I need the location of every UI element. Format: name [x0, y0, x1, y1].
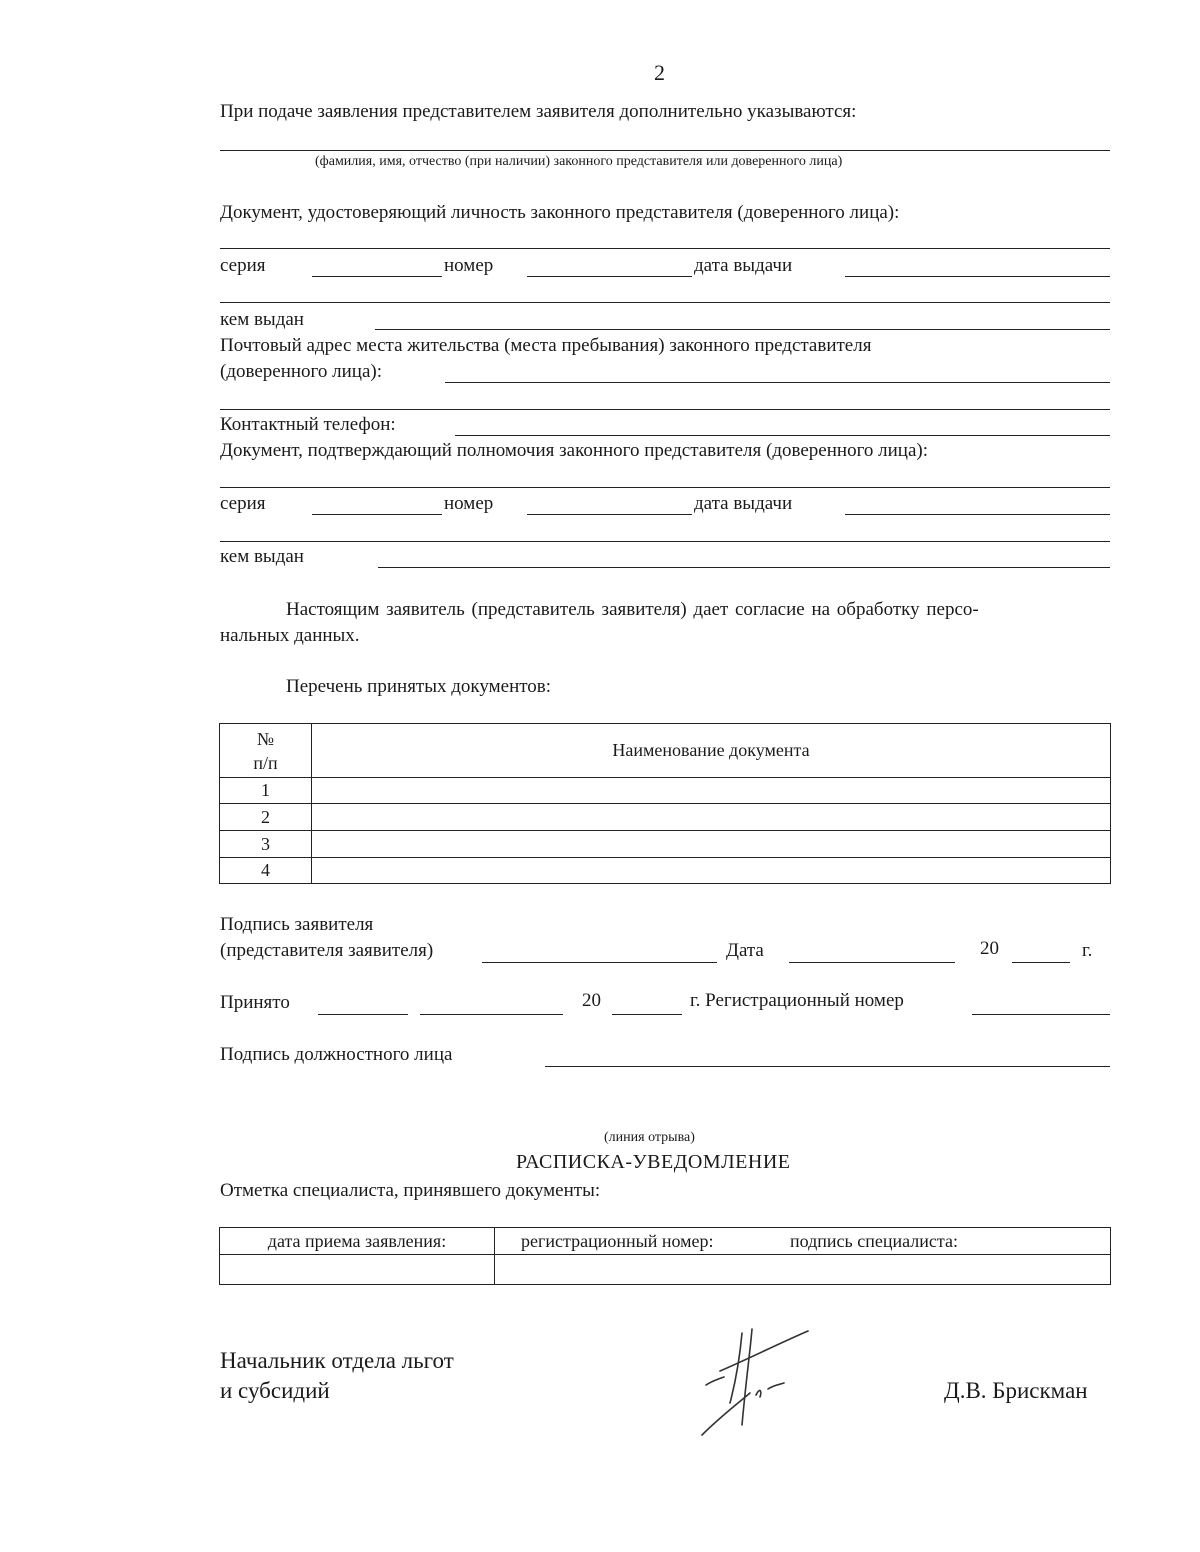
- receipt-col-reg: регистрационный номер:: [495, 1228, 744, 1255]
- authority-number-field[interactable]: [527, 514, 692, 515]
- table-row: [220, 804, 1111, 831]
- identity-extra-line[interactable]: [220, 302, 1110, 303]
- col-number-header-line2: п/п: [253, 752, 278, 773]
- col-name-header: Наименование документа: [312, 724, 1111, 778]
- identity-series-field[interactable]: [312, 276, 442, 277]
- receipt-col-date: дата приема заявления:: [220, 1228, 495, 1255]
- table-row: [220, 778, 1111, 804]
- receipt-table: [219, 1227, 1111, 1285]
- accepted-month-field[interactable]: [420, 1014, 563, 1015]
- accepted-label: Принято: [220, 992, 290, 1013]
- fio-line[interactable]: [220, 150, 1110, 151]
- row-number: 2: [220, 804, 312, 831]
- document-name-cell[interactable]: [312, 778, 1111, 804]
- year-suffix: г.: [1082, 940, 1093, 961]
- fio-caption: (фамилия, имя, отчество (при наличии) законного представителя или доверенного лица): [315, 154, 843, 169]
- authority-date-label: дата выдачи: [694, 493, 793, 514]
- address-field-extra[interactable]: [220, 409, 1110, 410]
- receipt-col-sign: подпись специалиста:: [743, 1228, 1111, 1255]
- receipt-date-cell[interactable]: [220, 1255, 495, 1285]
- year-field[interactable]: [1012, 962, 1070, 963]
- identity-series-label: серия: [220, 255, 266, 276]
- documents-heading: Перечень принятых документов:: [286, 676, 552, 697]
- accepted-year-prefix: 20: [582, 990, 601, 1011]
- document-name-cell[interactable]: [312, 804, 1111, 831]
- authority-date-field[interactable]: [845, 514, 1110, 515]
- document-name-cell[interactable]: [312, 831, 1111, 858]
- consent-line2: нальных данных.: [220, 625, 360, 646]
- identity-issued-by-label: кем выдан: [220, 309, 304, 330]
- row-number: 4: [220, 858, 312, 884]
- consent-line1: Настоящим заявитель (представитель заявителя) дает согласие на обработку персо-: [286, 599, 979, 620]
- authority-doc-line[interactable]: [220, 487, 1110, 488]
- year-prefix: 20: [980, 938, 999, 959]
- authority-series-label: серия: [220, 493, 266, 514]
- specialist-mark-label: Отметка специалиста, принявшего документы:: [220, 1180, 601, 1201]
- official-signature-field[interactable]: [545, 1066, 1110, 1067]
- official-signature-label: Подпись должностного лица: [220, 1044, 453, 1065]
- date-field[interactable]: [789, 962, 955, 963]
- authority-series-field[interactable]: [312, 514, 442, 515]
- applicant-signature-field[interactable]: [482, 962, 717, 963]
- receipt-reg-sign-cell[interactable]: [495, 1255, 1111, 1285]
- accepted-day-field[interactable]: [318, 1014, 408, 1015]
- address-label-line1: Почтовый адрес места жительства (места пребывания) законного представителя: [220, 335, 872, 356]
- footer-signatory-name: Д.В. Брискман: [944, 1378, 1088, 1403]
- reg-number-field[interactable]: [972, 1014, 1110, 1015]
- applicant-signature-label-line1: Подпись заявителя: [220, 914, 374, 935]
- reg-number-label: г. Регистрационный номер: [690, 990, 904, 1011]
- authority-issued-by-field[interactable]: [378, 567, 1110, 568]
- footer-position-line2: и субсидий: [220, 1378, 330, 1403]
- date-label: Дата: [726, 940, 764, 961]
- handwritten-signature: [690, 1325, 820, 1440]
- identity-doc-heading: Документ, удостоверяющий личность законного представителя (доверенного лица):: [220, 202, 900, 223]
- intro-text: При подаче заявления представителем заявителя дополнительно указываются:: [220, 101, 857, 122]
- identity-doc-line[interactable]: [220, 248, 1110, 249]
- authority-doc-heading: Документ, подтверждающий полномочия законного представителя (доверенного лица):: [220, 440, 929, 461]
- identity-date-field[interactable]: [845, 276, 1110, 277]
- page-number: 2: [654, 60, 665, 85]
- address-field[interactable]: [445, 382, 1110, 383]
- accepted-year-field[interactable]: [612, 1014, 682, 1015]
- phone-field[interactable]: [455, 435, 1110, 436]
- col-number-header-line1: №: [256, 728, 275, 749]
- row-number: 3: [220, 831, 312, 858]
- authority-number-label: номер: [444, 493, 494, 514]
- applicant-signature-label-line2: (представителя заявителя): [220, 940, 434, 961]
- row-number: 1: [220, 778, 312, 804]
- authority-extra-line[interactable]: [220, 541, 1110, 542]
- phone-label: Контактный телефон:: [220, 414, 396, 435]
- identity-number-label: номер: [444, 255, 494, 276]
- tear-line-caption: (линия отрыва): [604, 1130, 695, 1145]
- documents-table: [219, 723, 1111, 884]
- authority-issued-by-label: кем выдан: [220, 546, 304, 567]
- table-row: [220, 858, 1111, 884]
- document-name-cell[interactable]: [312, 858, 1111, 884]
- table-row: [220, 831, 1111, 858]
- receipt-title: РАСПИСКА-УВЕДОМЛЕНИЕ: [516, 1151, 791, 1173]
- identity-number-field[interactable]: [527, 276, 692, 277]
- identity-issued-by-field[interactable]: [375, 329, 1110, 330]
- address-label-line2: (доверенного лица):: [220, 361, 382, 382]
- col-number-header: [220, 724, 312, 778]
- identity-date-label: дата выдачи: [694, 255, 793, 276]
- footer-position-line1: Начальник отдела льгот: [220, 1348, 454, 1373]
